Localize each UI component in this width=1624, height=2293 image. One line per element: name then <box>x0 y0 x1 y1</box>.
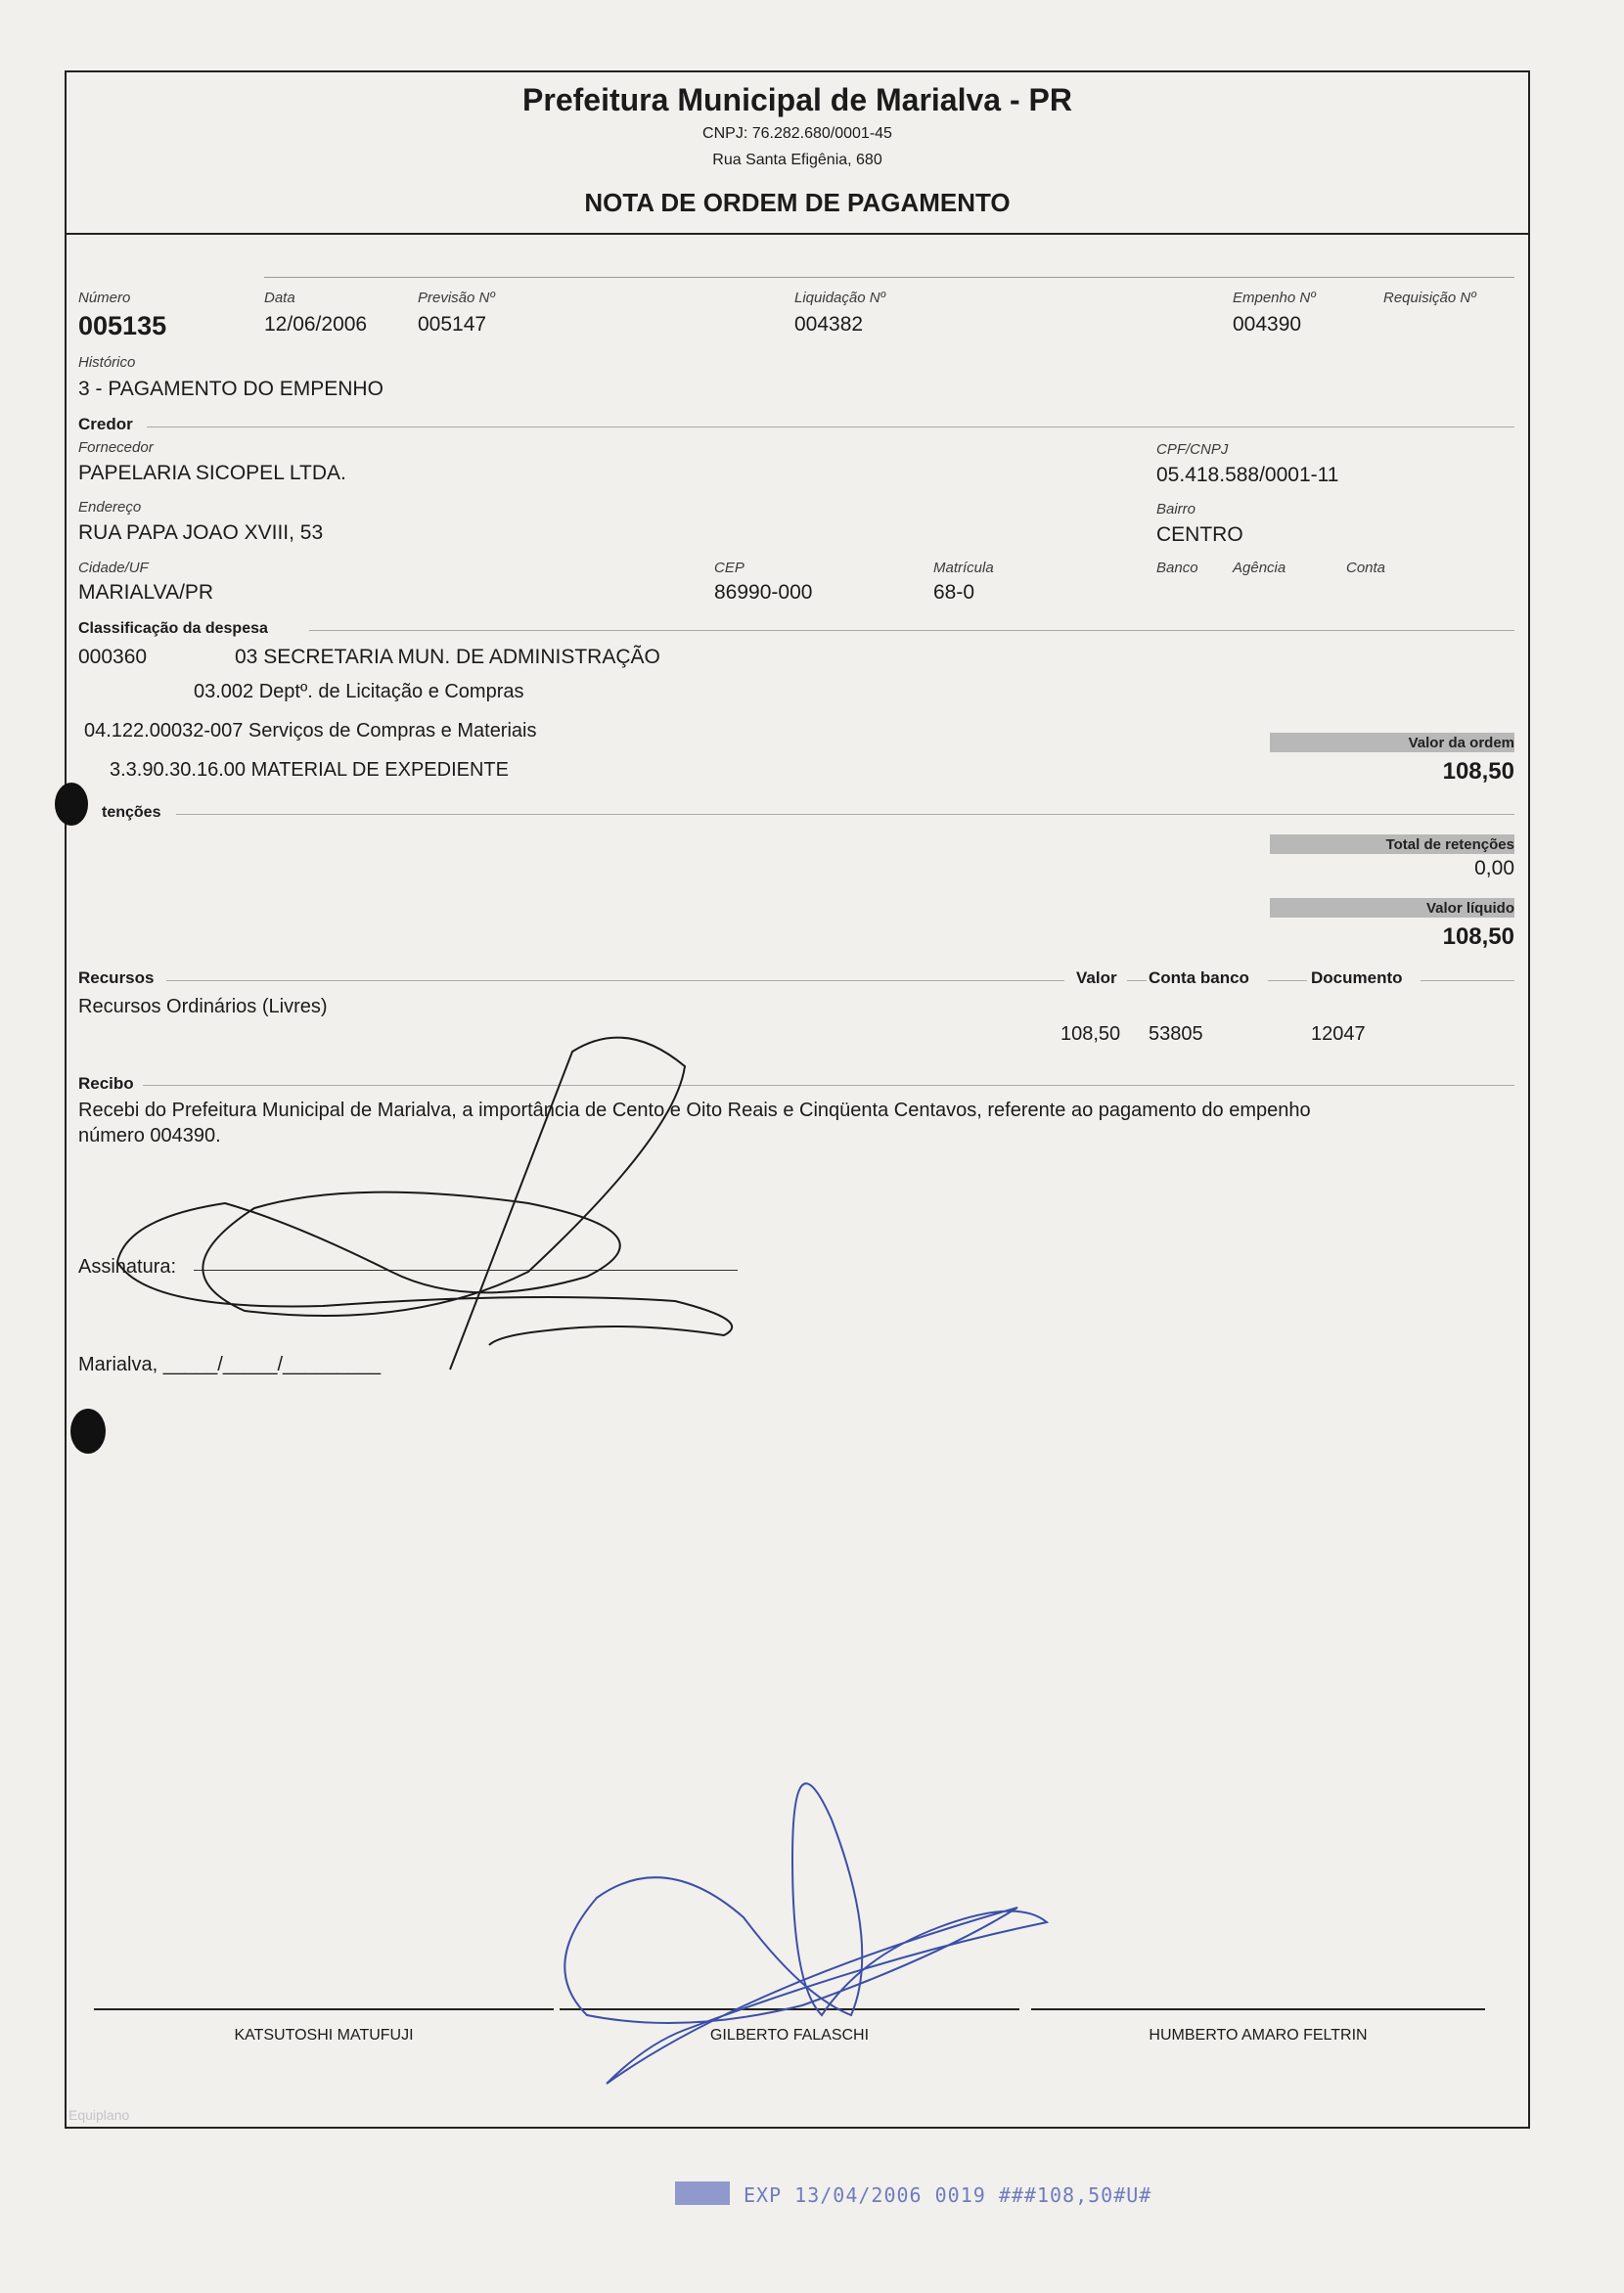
credor-section-title: Credor <box>78 415 133 433</box>
historico-label: Histórico <box>78 354 136 371</box>
matricula-value: 68-0 <box>933 581 975 604</box>
valor-liquido-value: 108,50 <box>1442 923 1514 950</box>
bairro-label: Bairro <box>1156 501 1196 517</box>
endereco-label: Endereço <box>78 499 142 516</box>
document-title: NOTA DE ORDEM DE PAGAMENTO <box>584 188 1011 217</box>
classificacao-line3: 04.122.00032-007 Serviços de Compras e Materiais <box>84 720 537 742</box>
local-date-label: Marialva, _____/_____/_________ <box>78 1354 382 1375</box>
total-retencoes-label: Total de retenções <box>1385 836 1514 853</box>
numero-label: Número <box>78 290 131 306</box>
agencia-label: Agência <box>1233 560 1286 576</box>
recursos-documento: 12047 <box>1311 1023 1366 1045</box>
cpf-value: 05.418.588/0001-11 <box>1156 464 1339 486</box>
matricula-label: Matrícula <box>933 560 994 576</box>
assinatura-label: Assinatura: <box>78 1256 177 1278</box>
header-cnpj: CNPJ: 76.282.680/0001-45 <box>702 125 892 142</box>
historico-value: 3 - PAGAMENTO DO EMPENHO <box>78 378 383 400</box>
valor-ordem-label: Valor da ordem <box>1408 735 1514 751</box>
numero-value: 005135 <box>78 311 167 340</box>
cpf-label: CPF/CNPJ <box>1156 441 1229 458</box>
recibo-text-line2: número 004390. <box>78 1125 221 1146</box>
header-address: Rua Santa Efigênia, 680 <box>712 152 882 168</box>
recursos-conta: 53805 <box>1149 1023 1203 1045</box>
classificacao-line4: 3.3.90.30.16.00 MATERIAL DE EXPEDIENTE <box>110 759 509 781</box>
signature-name-2: GILBERTO FALASCHI <box>709 2027 870 2044</box>
bank-stamp: EXP 13/04/2006 0019 ###108,50#U# <box>744 2183 1152 2207</box>
valor-liquido-label: Valor líquido <box>1425 900 1514 917</box>
recursos-valor: 108,50 <box>1060 1023 1121 1045</box>
classificacao-code: 000360 <box>78 646 148 668</box>
liquidacao-label: Liquidação Nº <box>794 290 886 306</box>
banco-label: Banco <box>1156 560 1198 576</box>
data-value: 12/06/2006 <box>264 313 368 336</box>
data-label: Data <box>264 290 295 306</box>
watermark-text: Equiplano <box>68 2107 130 2123</box>
conta-label: Conta <box>1346 560 1386 576</box>
liquidacao-value: 004382 <box>794 313 864 336</box>
recursos-fonte: Recursos Ordinários (Livres) <box>78 996 328 1017</box>
cep-label: CEP <box>714 560 744 576</box>
cidade-value: MARIALVA/PR <box>78 581 214 604</box>
signature-name-3: HUMBERTO AMARO FELTRIN <box>1149 2027 1368 2044</box>
cep-value: 86990-000 <box>714 581 813 604</box>
endereco-value: RUA PAPA JOAO XVIII, 53 <box>78 521 324 544</box>
fornecedor-value: PAPELARIA SICOPEL LTDA. <box>78 462 346 484</box>
classificacao-line2: 03.002 Deptº. de Licitação e Compras <box>194 681 524 702</box>
classificacao-line1: 03 SECRETARIA MUN. DE ADMINISTRAÇÃO <box>235 646 660 668</box>
cidade-label: Cidade/UF <box>78 560 149 576</box>
signature-name-1: KATSUTOSHI MATUFUJI <box>234 2027 414 2044</box>
valor-ordem-value: 108,50 <box>1442 758 1514 785</box>
total-retencoes-value: 0,00 <box>1474 857 1514 879</box>
empenho-label: Empenho Nº <box>1233 290 1316 306</box>
recibo-text-line1: Recebi do Prefeitura Municipal de Marialva, a importância de Cento e Oito Reais e Cinqüenta Centavos, referente ao pagamento do empenho <box>78 1100 1311 1121</box>
fornecedor-label: Fornecedor <box>78 439 154 456</box>
requisicao-label: Requisição Nº <box>1383 290 1476 306</box>
previsao-label: Previsão Nº <box>418 290 495 306</box>
page-title: Prefeitura Municipal de Marialva - PR <box>522 82 1072 117</box>
previsao-value: 005147 <box>418 313 487 336</box>
empenho-value: 004390 <box>1233 313 1302 336</box>
retencoes-section-title: tenções <box>102 804 161 821</box>
bairro-value: CENTRO <box>1156 523 1243 546</box>
recursos-documento-label: Documento <box>1311 968 1403 987</box>
classificacao-section-title: Classificação da despesa <box>78 620 268 637</box>
recursos-conta-label: Conta banco <box>1149 968 1249 987</box>
recibo-section-title: Recibo <box>78 1074 134 1093</box>
recursos-section-title: Recursos <box>78 968 155 987</box>
recursos-valor-label: Valor <box>1076 968 1117 987</box>
